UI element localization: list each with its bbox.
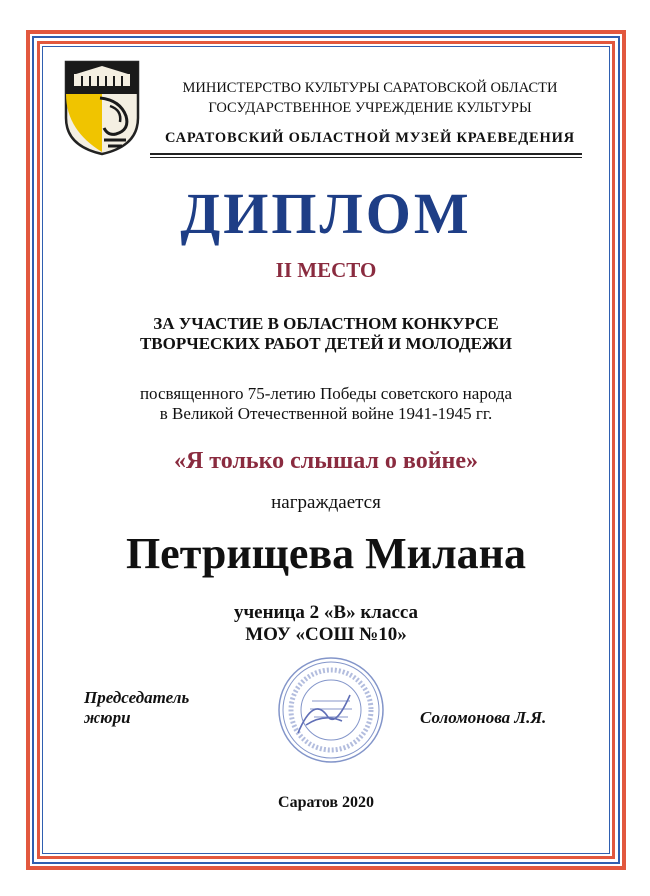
dedication-line-1: посвященного 75-летию Победы советского народа bbox=[139, 384, 513, 403]
header-rule-thin bbox=[150, 157, 582, 158]
chair-name: Соломонова Л.Я. bbox=[420, 708, 547, 727]
recipient-school: МОУ «СОШ №10» bbox=[245, 624, 407, 645]
header-rule bbox=[150, 153, 582, 155]
header-ministry: МИНИСТЕРСТВО КУЛЬТУРЫ САРАТОВСКОЙ ОБЛАСТИ bbox=[182, 80, 558, 96]
header-museum: САРАТОВСКИЙ ОБЛАСТНОЙ МУЗЕЙ КРАЕВЕДЕНИЯ bbox=[165, 130, 575, 146]
chair-role-line-2: жюри bbox=[84, 708, 131, 727]
recipient-name: Петрищева Милана bbox=[125, 529, 527, 578]
chair-role-line-1: Председатель bbox=[84, 688, 190, 707]
award-line-1: ЗА УЧАСТИЕ В ОБЛАСТНОМ КОНКУРСЕ bbox=[153, 314, 499, 333]
museum-emblem-icon bbox=[64, 60, 140, 156]
museum-stamp-icon bbox=[276, 655, 386, 765]
contest-theme: «Я только слышал о войне» bbox=[173, 448, 479, 474]
diploma-title: ДИПЛОМ bbox=[180, 181, 472, 246]
awarded-label: награждается bbox=[271, 492, 381, 513]
footer-city-year: Саратов 2020 bbox=[278, 794, 374, 811]
recipient-class: ученица 2 «В» класса bbox=[233, 602, 419, 623]
award-line-2: ТВОРЧЕСКИХ РАБОТ ДЕТЕЙ И МОЛОДЕЖИ bbox=[139, 334, 513, 353]
header-institution: ГОСУДАРСТВЕННОЕ УЧРЕЖДЕНИЕ КУЛЬТУРЫ bbox=[208, 100, 532, 116]
dedication-line-2: в Великой Отечественной войне 1941-1945 гг. bbox=[159, 404, 493, 423]
place-label: II МЕСТО bbox=[275, 258, 377, 282]
